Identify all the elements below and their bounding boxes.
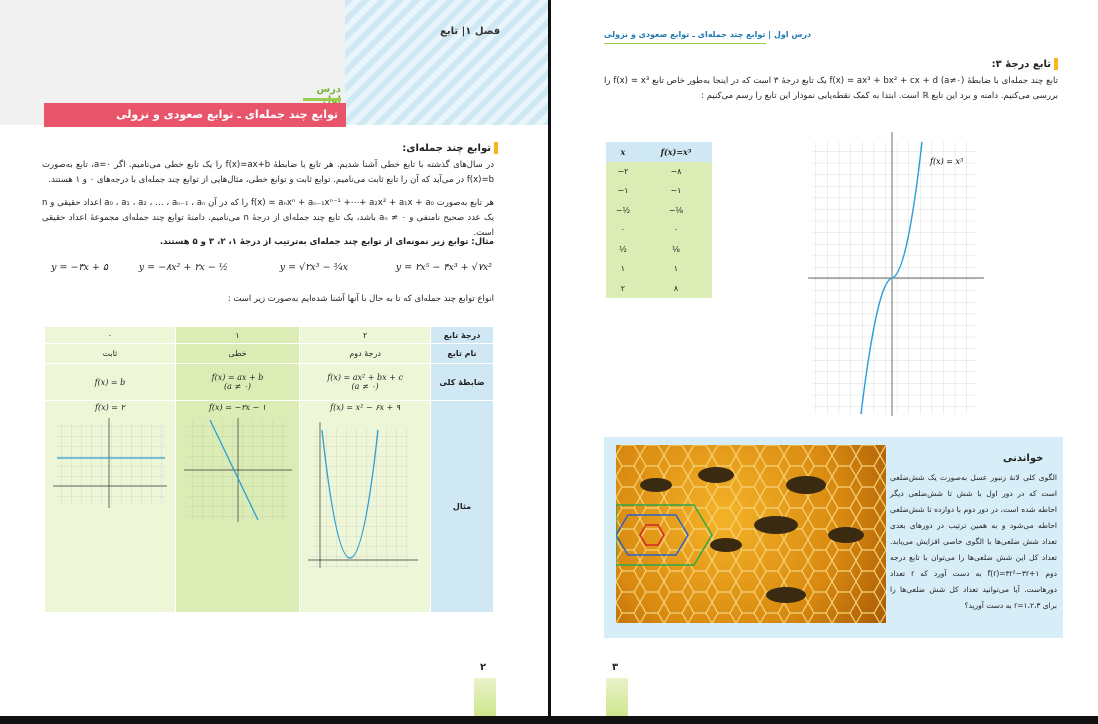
- paragraph-cubic: تابع چند جمله‌ای با ضابطهٔ f(x) = ax³ + bx² + cx + d (a≠۰) یک تابع درجهٔ ۳ است که در اینجا به‌طور خاص تابع f(x) = x³ را بررسی می‌کنیم. دامنه و برد این تابع ℝ است. ابتدا به کمک نقطه‌یابی نمودار این تابع را رسم می‌کنیم :: [604, 76, 1058, 101]
- formula-2: y = √۲x³ − ³⁄₄x: [279, 262, 348, 273]
- table-cell: ۲: [300, 327, 431, 344]
- table-cell: f(x) = b: [45, 364, 176, 401]
- lesson-underline: [303, 98, 341, 101]
- lesson-label: درس: [316, 84, 341, 95]
- table-row: [45, 344, 494, 364]
- table-cell: −۲: [606, 162, 640, 182]
- page-number: ۲: [480, 662, 487, 673]
- section-heading: تابع درجهٔ ۳:: [992, 58, 1058, 70]
- table-cell: ۰: [640, 220, 712, 240]
- table-row: [606, 142, 712, 162]
- page-number: ۳: [612, 662, 619, 673]
- table-cell: −۱: [640, 181, 712, 201]
- table-row: [45, 401, 494, 613]
- graph-label: f(x) = x³: [930, 157, 964, 166]
- reading-text: الگوی کلی لانهٔ زنبور عسل به‌صورت یک شش‌ضلعی است که در دور اول با شش تا شش‌ضلعی دیگر احاطه شده است، در دور دوم با دوازده تا شش‌ضلعی احاطه می‌شود و به همین ترتیب در دورهای بعدی تعداد شش ضلعی‌ها با الگوی خاصی افزایش می‌یابد. تعداد کل این شش ضلعی‌ها را می‌توان با تابع درجه دوم f(r)=۳r²−۳r+۱ به دست آورد که r تعداد دورهاست. آیا می‌توانید تعداد کل شش ضلعی‌ها را برای r=۱،۲،۳ به دست آورید؟: [890, 473, 1057, 610]
- table-row: [45, 327, 494, 344]
- table-cell: −½: [606, 201, 640, 221]
- example-cell: f(x) = −۲x − ۱: [175, 401, 299, 613]
- example-line: مثال: توابع زیر نمونه‌ای از توابع چند جمله‌ای به‌ترتیب از درجهٔ ۱، ۲، ۳ و ۵ هستند.: [159, 237, 494, 247]
- row-label: ضابطهٔ کلی: [431, 364, 494, 401]
- table-cell: ۱: [606, 259, 640, 279]
- table-row: [606, 279, 712, 299]
- parabola-graph: [306, 416, 424, 576]
- lesson-title: توابع چند جمله‌ای ـ توابع صعودی و نزولی: [44, 103, 346, 127]
- left-page: [0, 0, 548, 716]
- table-row: [606, 220, 712, 240]
- formula-4: y = −۳x + ۵: [51, 262, 108, 273]
- table-row: [606, 259, 712, 279]
- bottom-edge: [0, 716, 1098, 724]
- table-row: [606, 181, 712, 201]
- row-label: مثال: [431, 401, 494, 613]
- table-cell: ½: [606, 240, 640, 260]
- row-label: درجهٔ تابع: [431, 327, 494, 344]
- table-row: [45, 364, 494, 401]
- formula-1: y = ۲x⁵ − ۴x³ + √۷x²: [395, 262, 492, 273]
- honeycomb-image: [616, 445, 886, 623]
- table-cell: ۲: [606, 279, 640, 299]
- cubic-graph: [804, 128, 988, 418]
- constant-graph: [51, 416, 169, 512]
- table-cell: −۸: [640, 162, 712, 182]
- table-cell: f(x) = ax² + bx + c (a ≠ ۰): [300, 364, 431, 401]
- values-table: [606, 142, 712, 298]
- table-cell: ۱: [175, 327, 299, 344]
- chapter-tag: درس اول | توابع چند جمله‌ای ـ توابع صعودی و نزولی: [604, 30, 812, 39]
- row-label: نام تابع: [431, 344, 494, 364]
- table-cell: ۰: [45, 327, 176, 344]
- decorative-stripes: [345, 0, 548, 125]
- table-cell: درجهٔ دوم: [300, 344, 431, 364]
- formula-3: y = −۸x² + ۲x − ½: [138, 262, 228, 273]
- honeycomb-pattern: [616, 445, 886, 623]
- polynomial-types-table: [44, 326, 494, 613]
- example-cell: f(x) = x² − ۶x + ۹: [300, 401, 431, 613]
- table-row: [606, 162, 712, 182]
- line-graph: [182, 416, 294, 526]
- table-row: [606, 201, 712, 221]
- table-cell: خطی: [175, 344, 299, 364]
- table-cell: ۱: [640, 259, 712, 279]
- table-header: x: [606, 142, 640, 162]
- table-cell: ۸: [640, 279, 712, 299]
- table-cell: f(x) = ax + b (a ≠ ۰): [175, 364, 299, 401]
- table-cell: −۱: [606, 181, 640, 201]
- book-spine: [548, 0, 551, 724]
- table-intro: انواع توابع چند جمله‌ای که تا به حال با آنها آشنا شده‌ایم به‌صورت زیر است :: [227, 294, 494, 304]
- heading-marker: [494, 142, 498, 154]
- chapter-underline: [604, 43, 766, 44]
- table-row: [606, 240, 712, 260]
- reading-title: خواندنی: [1003, 453, 1044, 464]
- page-corner-tab: [606, 678, 628, 716]
- heading-marker: [1054, 58, 1058, 70]
- section-heading: توابع چند جمله‌ای:: [402, 142, 498, 154]
- paragraph-linear: در سال‌های گذشته با تابع خطی آشنا شدیم. هر تابع با ضابطهٔ f(x)=ax+b را یک تابع خطی می‌نامیم. اگر a=۰، تابع به‌صورت f(x)=b در می‌آید که آن را تابع ثابت می‌نامیم. توابع ثابت و توابع خطی، مثال‌هایی از توابع چند جمله‌ای با درجه‌های ۰ و ۱ هستند.: [42, 160, 494, 185]
- table-cell: ⅛: [640, 240, 712, 260]
- example-cell: f(x) = ۲: [45, 401, 176, 613]
- chapter-tag: فصل ۱| تابع: [440, 26, 501, 37]
- table-header: f(x)=x³: [640, 142, 712, 162]
- table-cell: ۰: [606, 220, 640, 240]
- page-corner-tab: [474, 678, 496, 716]
- paragraph-definition: هر تابع به‌صورت f(x) = aₙxⁿ + aₙ₋₁xⁿ⁻¹ +⋯+ a₂x² + a₁x + a₀ را که در آن a₀ ، a₁ ، a₂ ، … ، aₙ₋₁ ، aₙ اعداد حقیقی و n یک عدد صحیح نامنفی و aₙ ≠ ۰ باشد، یک تابع چند جمله‌ای از درجهٔ n می‌نامیم. دامنهٔ توابع چند جمله‌ای مجموعهٔ اعداد حقیقی است.: [42, 198, 495, 238]
- table-cell: ثابت: [45, 344, 176, 364]
- table-cell: −⅛: [640, 201, 712, 221]
